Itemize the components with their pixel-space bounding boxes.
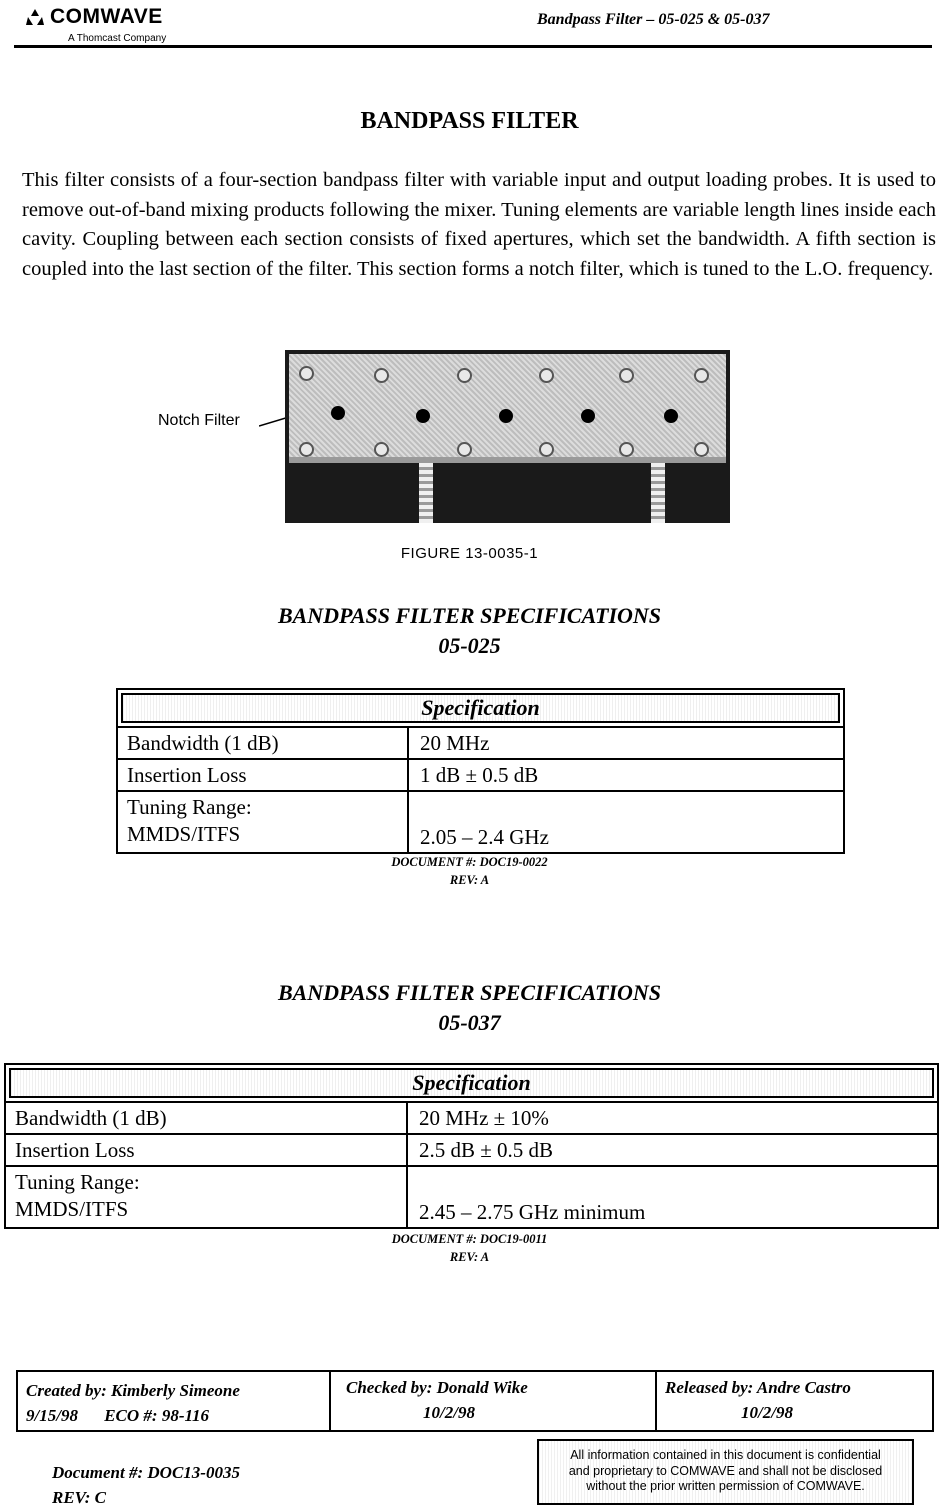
- table-row: [118, 790, 843, 852]
- footer-document-number: Document #: DOC13-0035: [52, 1463, 240, 1482]
- table-row: [118, 726, 843, 758]
- screw-icon: [694, 442, 709, 457]
- released-by: Released by: Andre Castro: [665, 1378, 851, 1397]
- spec1-document-number: DOCUMENT #: DOC19-0022: [391, 855, 548, 869]
- spec-label: [118, 792, 409, 852]
- screw-icon: [299, 366, 314, 381]
- spec1-model: 05-025: [438, 633, 501, 658]
- spec-value: 20 MHz: [420, 731, 490, 755]
- released-date: 10/2/98: [741, 1403, 793, 1422]
- spec2-table-header: Specification: [9, 1068, 934, 1098]
- footer-document-info: [52, 1460, 240, 1510]
- comwave-logo-icon: [26, 8, 44, 26]
- company-name: COMWAVE: [50, 5, 163, 28]
- spec-value: 20 MHz ± 10%: [419, 1106, 549, 1130]
- created-by-cell: [18, 1372, 331, 1430]
- filter-housing: [289, 354, 726, 461]
- spec2-rev: REV: A: [449, 1250, 490, 1264]
- spec1-title: BANDPASS FILTER SPECIFICATIONS: [277, 603, 662, 628]
- confidential-line2: and proprietary to COMWAVE and shall not be disclosed: [568, 1463, 883, 1478]
- spec-label-line1: Tuning Range:: [15, 1170, 140, 1194]
- spec-value: 2.5 dB ± 0.5 dB: [419, 1138, 554, 1162]
- created-date-eco: [26, 1403, 321, 1428]
- tuner-icon: [416, 409, 430, 423]
- spec2-title: BANDPASS FILTER SPECIFICATIONS: [277, 980, 662, 1005]
- screw-icon: [299, 442, 314, 457]
- input-connector-icon: [419, 463, 433, 523]
- checked-by-cell: [331, 1372, 657, 1430]
- spec1-table-header: Specification: [121, 693, 840, 723]
- confidential-line3: without the prior written permission of COMWAVE.: [586, 1479, 865, 1493]
- tuner-icon: [581, 409, 595, 423]
- figure-caption: FIGURE 13-0035-1: [400, 545, 539, 562]
- output-connector-icon: [651, 463, 665, 523]
- screw-icon: [619, 442, 634, 457]
- notch-tuner-icon: [331, 406, 345, 420]
- checked-date: 10/2/98: [423, 1403, 475, 1422]
- screw-icon: [539, 442, 554, 457]
- spec-label: Bandwidth (1 dB): [118, 728, 409, 758]
- footer-rev: REV: C: [52, 1488, 107, 1507]
- created-by: Created by: Kimberly Simeone: [26, 1381, 240, 1400]
- spec-label: Bandwidth (1 dB): [6, 1103, 408, 1133]
- tuner-icon: [499, 409, 513, 423]
- spec-value: 2.05 – 2.4 GHz: [420, 825, 549, 849]
- released-by-cell: [657, 1372, 932, 1430]
- created-date: 9/15/98: [26, 1406, 78, 1425]
- checked-by: Checked by: Donald Wike: [346, 1378, 528, 1397]
- company-subtitle: A Thomcast Company: [68, 33, 167, 44]
- spec-label: Insertion Loss: [6, 1135, 408, 1165]
- notch-filter-label: Notch Filter: [158, 412, 240, 429]
- spec1-rev: REV: A: [449, 873, 490, 887]
- spec-value: 1 dB ± 0.5 dB: [420, 763, 539, 787]
- eco-number: ECO #: 98-116: [104, 1406, 210, 1425]
- spec2-model: 05-037: [438, 1010, 501, 1035]
- spec2-table: [4, 1063, 939, 1229]
- confidential-line1: All information contained in this document is confidential: [570, 1448, 881, 1462]
- filter-photo: [285, 350, 730, 523]
- spec-label-line2: MMDS/ITFS: [15, 1197, 129, 1221]
- spec1-table: [116, 688, 845, 854]
- table-row: [6, 1133, 937, 1165]
- screw-icon: [457, 368, 472, 383]
- screw-icon: [457, 442, 472, 457]
- screw-icon: [539, 368, 554, 383]
- screw-icon: [374, 368, 389, 383]
- header-divider: [14, 45, 932, 48]
- spec-label: Insertion Loss: [118, 760, 409, 790]
- spec-label-line1: Tuning Range:: [127, 795, 252, 819]
- confidentiality-notice: [537, 1439, 914, 1505]
- spec-value: 2.45 – 2.75 GHz minimum: [419, 1200, 646, 1224]
- intro-paragraph: This filter consists of a four-section bandpass filter with variable input and output loading probes. It is used to remove out-of-band mixing products following the mixer. Tuning elements are variable length lines inside each cavity. Coupling between each section consists of fixed apertures, which set the bandwidth. A fifth section is coupled into the last section of the filter. This section forms a notch filter, which is tuned to the L.O. frequency.: [22, 169, 936, 280]
- company-logo: [26, 5, 163, 29]
- tuner-icon: [664, 409, 678, 423]
- header-document-title: Bandpass Filter – 05-025 & 05-037: [537, 11, 770, 28]
- page-title: BANDPASS FILTER: [360, 108, 579, 134]
- spec-label: [6, 1167, 408, 1227]
- table-row: [6, 1101, 937, 1133]
- table-row: [118, 758, 843, 790]
- spec2-document-number: DOCUMENT #: DOC19-0011: [391, 1232, 548, 1246]
- screw-icon: [694, 368, 709, 383]
- signoff-block: [16, 1370, 934, 1432]
- screw-icon: [374, 442, 389, 457]
- table-row: [6, 1165, 937, 1227]
- spec-label-line2: MMDS/ITFS: [127, 822, 241, 846]
- screw-icon: [619, 368, 634, 383]
